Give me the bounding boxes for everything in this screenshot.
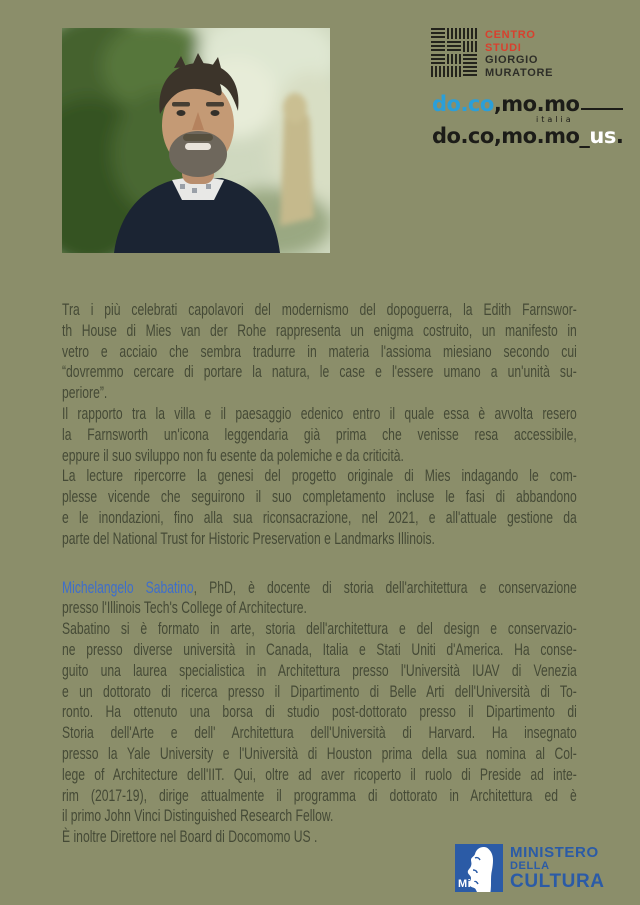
docomomo-italia-wordmark-black: ,mo.mo xyxy=(493,92,580,116)
bio-first-line xyxy=(62,578,577,599)
text-line: e le inondazioni, fino alla sua riconsacrazione, nel 2021, e all'attuale gestione da xyxy=(62,507,577,527)
mic-logo-icon xyxy=(455,844,503,892)
docomomo-us-wordmark-black: do.co,mo.mo_ xyxy=(432,124,590,148)
text-line: rim (2017-19), dirige attualmente il programma di dottorato in Architettura ed è xyxy=(62,785,577,805)
docomomo-us-wordmark-white: us xyxy=(589,124,616,148)
text-line: eppure il suo sviluppo non fu esente da polemiche e da criticità. xyxy=(62,445,404,465)
text-line: La lecture ripercorre la genesi del progetto originale di Mies indagando le com- xyxy=(62,466,577,486)
centro-studi-logo-icon xyxy=(431,28,477,77)
text-line: vetro e acciaio che sembra tradurre in materia l'assioma miesiano secondo cui xyxy=(62,341,577,361)
bio-lines xyxy=(62,598,577,848)
text-line: periore”. xyxy=(62,383,108,403)
text-line: parte del National Trust for Historic Preservation e Landmarks Illinois. xyxy=(62,528,435,548)
speaker-name: Michelangelo Sabatino xyxy=(62,577,194,597)
text-line: “dovremmo cercare di portare la natura, le case e l'essere umano a un'unità su- xyxy=(62,362,577,382)
centro-studi-logo xyxy=(431,28,553,79)
speaker-photo xyxy=(62,28,330,253)
text-line: Il rapporto tra la villa e il paesaggio edenico entro il quale essa è avvolta resero xyxy=(62,403,577,423)
text-line: Storia dell'Arte e dell' Architettura dell'Università di Harvard. Ha insegnato xyxy=(62,723,577,743)
speaker-bio xyxy=(62,578,577,848)
text-line: la Farnsworth un'icona leggendaria già prima che venisse resa accessibile, xyxy=(62,424,577,444)
mic-text-line: CULTURA xyxy=(510,871,605,892)
text-line: Sabatino si è formato in arte, storia dell'architettura e del design e conservazio- xyxy=(62,619,577,639)
text-line: lege of Architecture dell'IIT. Qui, oltre ad aver ricoperto il ruolo di Preside ad inte- xyxy=(62,764,577,784)
text-line: ne presso diverse università in Canada, Italia e Stati Uniti d'America. Ha conse- xyxy=(62,639,577,659)
speaker-photo-image xyxy=(62,28,330,253)
docomomo-italia-underline xyxy=(581,108,623,110)
docomomo-italia-logo xyxy=(432,92,623,124)
lecture-description xyxy=(62,300,577,550)
speaker-name-rest: , PhD, è docente di storia dell'architettura e conservazione xyxy=(193,577,577,597)
text-line: il primo John Vinci Distinguished Research Fellow. xyxy=(62,806,334,826)
text-line: presso l'Illinois Tech's College of Architecture. xyxy=(62,598,307,618)
text-line: È inoltre Direttore nel Board di Docomomo US . xyxy=(62,827,318,847)
centro-studi-line: MURATORE xyxy=(485,66,554,79)
text-line: plesse vicende che seguirono il suo completamento incluse le fasi di abbandono xyxy=(62,487,577,507)
docomomo-italia-wordmark-blue: do.co xyxy=(432,92,494,116)
text-line: ronto. Ha ottenuto una borsa di studio post-dottorato presso il Dipartimento di xyxy=(62,702,577,722)
mic-text-line: DELLA xyxy=(510,860,550,872)
mic-logo-text xyxy=(510,845,605,891)
docomomo-us-logo xyxy=(432,124,623,148)
centro-studi-logo-text xyxy=(485,28,553,79)
mic-abbr-label: MiC xyxy=(458,878,480,890)
centro-studi-line: CENTRO xyxy=(485,29,536,41)
docomomo-italia-sublabel: italia xyxy=(536,115,574,124)
centro-studi-line: GIORGIO xyxy=(485,54,539,66)
mic-text-line: MINISTERO xyxy=(510,844,599,861)
text-line: guito una laurea specialistica in Architettura presso l'Università IUAV di Venezia xyxy=(62,660,577,680)
text-line: presso la Yale University e l'Università di Houston prima della sua nomina al Col- xyxy=(62,743,577,763)
ministero-cultura-logo xyxy=(455,844,605,892)
text-line: e un dottorato di ricerca presso il Dipartimento di Belle Arti dell'Università di To- xyxy=(62,681,577,701)
text-line: Tra i più celebrati capolavori del modernismo del dopoguerra, la Edith Farnswor- xyxy=(62,300,577,319)
docomomo-us-dot: . xyxy=(615,124,624,148)
text-column xyxy=(62,300,577,848)
text-line: th House di Mies van der Rohe rappresenta un enigma costruito, un manifesto in xyxy=(62,320,577,340)
centro-studi-line: STUDI xyxy=(485,41,522,54)
